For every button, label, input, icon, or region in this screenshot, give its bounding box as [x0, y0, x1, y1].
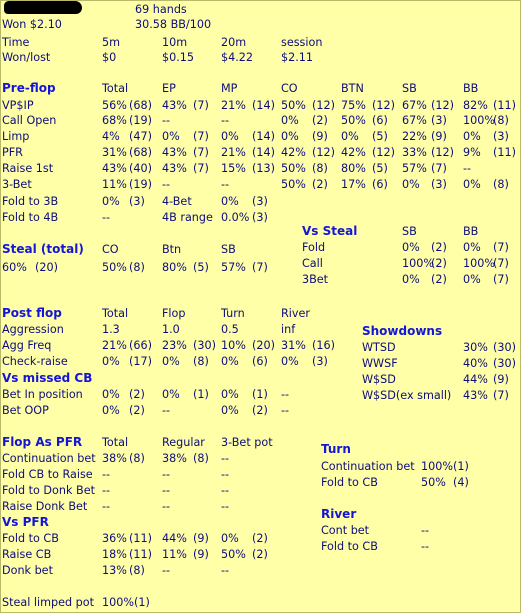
preflop-row-cell: (14): [252, 99, 275, 112]
preflop-row-cell: (68): [129, 146, 152, 159]
preflop-row-cell: (13): [252, 162, 275, 175]
preflop-row-cell: 9%: [463, 146, 481, 159]
showdown-row-cell: 43%: [463, 389, 488, 402]
postflop-row-cell: 0%: [162, 355, 180, 368]
turn-row-cell: Fold to CB: [321, 476, 378, 489]
vs-pfr-row-cell: (9): [193, 532, 209, 545]
vs-steal-row-cell: (7): [493, 257, 509, 270]
showdown-row-cell: (30): [493, 357, 516, 370]
time-header-cell: 20m: [221, 36, 247, 49]
vs-steal-row-cell: 0%: [402, 273, 420, 286]
preflop-row-cell: 43%: [162, 146, 187, 159]
vs-pfr-row-cell: 44%: [162, 532, 187, 545]
missed-cb-row-cell: (2): [252, 404, 268, 417]
fold-to-3bet-cell: 0%: [102, 195, 120, 208]
flop-pfr-row-cell: (8): [129, 452, 145, 465]
postflop-row-cell: (3): [312, 355, 328, 368]
vs-pfr-row-cell: 11%: [162, 548, 187, 561]
turn-row-cell: Continuation bet: [321, 460, 415, 473]
flop-pfr-row-cell: Raise Donk Bet: [2, 500, 88, 513]
preflop-row-cell: (12): [431, 146, 454, 159]
showdown-row-cell: (9): [493, 373, 509, 386]
postflop-row-cell: (8): [193, 355, 209, 368]
postflop-row-cell: 23%: [162, 339, 187, 352]
preflop-col-header-cell: BB: [463, 82, 479, 95]
steal-col-header-cell: SB: [221, 243, 236, 256]
vs-pfr-row-cell: (8): [129, 564, 145, 577]
redacted-player-name: [4, 1, 82, 14]
preflop-row-cell: 31%: [102, 146, 127, 159]
postflop-row-cell: Aggression: [2, 323, 64, 336]
preflop-row-cell: 0%: [463, 178, 481, 191]
preflop-row-cell: (8): [493, 114, 509, 127]
postflop-row-cell: 0%: [281, 355, 299, 368]
vs-missed-cb-title: Vs missed CB: [2, 371, 93, 385]
postflop-row-cell: (6): [252, 355, 268, 368]
vs-steal-title: Vs Steal: [302, 224, 358, 238]
hand-count: 69 hands: [135, 3, 187, 16]
showdown-row-cell: WTSD: [362, 341, 396, 354]
flop-pfr-row-cell: (8): [193, 452, 209, 465]
steal-limped-pot-cell: Steal limped pot: [2, 596, 94, 609]
preflop-row-cell: 0%: [463, 130, 481, 143]
flop-pfr-col-header-cell: Total: [102, 436, 129, 449]
preflop-row-cell: 17%: [341, 178, 366, 191]
vs-pfr-row-cell: 0%: [221, 532, 239, 545]
vs-steal-row-cell: (7): [493, 273, 509, 286]
showdown-row-cell: 30%: [463, 341, 488, 354]
preflop-row-cell: 50%: [281, 178, 306, 191]
preflop-row-cell: (68): [129, 99, 152, 112]
preflop-row-cell: Call Open: [2, 114, 57, 127]
turn-row-cell: (1): [453, 460, 469, 473]
preflop-row-cell: 43%: [162, 99, 187, 112]
won-lost-cell: Won/lost: [2, 51, 51, 64]
showdown-row-cell: 40%: [463, 357, 488, 370]
fold-to-3bet-cell: (3): [252, 195, 268, 208]
time-header-cell: 10m: [162, 36, 188, 49]
vs-steal-row-cell: Fold: [302, 241, 326, 254]
preflop-row-cell: (14): [252, 130, 275, 143]
preflop-row-cell: 68%: [102, 114, 127, 127]
preflop-row-cell: (7): [193, 162, 209, 175]
vs-steal-row-cell: (2): [431, 257, 447, 270]
missed-cb-row-cell: Bet In position: [2, 388, 83, 401]
preflop-row-cell: --: [221, 178, 230, 191]
preflop-row-cell: --: [221, 114, 230, 127]
flop-pfr-row-cell: Continuation bet: [2, 452, 96, 465]
preflop-row-cell: (7): [193, 130, 209, 143]
preflop-row-cell: (19): [129, 114, 152, 127]
postflop-row-cell: 0%: [102, 355, 120, 368]
vs-steal-row-cell: 100%: [402, 257, 434, 270]
missed-cb-row-cell: --: [281, 404, 290, 417]
preflop-row-cell: 21%: [221, 99, 246, 112]
preflop-row-cell: Limp: [2, 130, 30, 143]
missed-cb-row-cell: 0%: [221, 404, 239, 417]
vs-pfr-title: Vs PFR: [2, 515, 49, 529]
postflop-col-header-cell: Flop: [162, 307, 186, 320]
preflop-row-cell: --: [162, 114, 171, 127]
vs-steal-row-cell: 0%: [463, 273, 481, 286]
flop-pfr-row-cell: 38%: [162, 452, 187, 465]
showdown-row-cell: W$SD: [362, 373, 396, 386]
postflop-row-cell: (17): [129, 355, 152, 368]
missed-cb-row-cell: --: [281, 388, 290, 401]
preflop-row-cell: 3-Bet: [2, 178, 32, 191]
preflop-row-cell: PFR: [2, 146, 23, 159]
steal-col-header-cell: CO: [102, 243, 119, 256]
flop-pfr-row-cell: --: [162, 484, 171, 497]
postflop-row-cell: 1.3: [102, 323, 120, 336]
postflop-row-cell: inf: [281, 323, 296, 336]
preflop-col-header-cell: Total: [102, 82, 129, 95]
showdown-row-cell: WWSF: [362, 357, 398, 370]
flop-as-pfr-title: Flop As PFR: [2, 435, 83, 449]
preflop-row-cell: 0%: [281, 114, 299, 127]
turn-title: Turn: [321, 442, 351, 456]
preflop-row-cell: (12): [372, 146, 395, 159]
preflop-row-cell: (2): [312, 114, 328, 127]
preflop-row-cell: --: [162, 178, 171, 191]
steal-values-cell: (5): [193, 261, 209, 274]
postflop-col-header-cell: River: [281, 307, 310, 320]
preflop-row-cell: (40): [129, 162, 152, 175]
preflop-row-cell: (8): [493, 178, 509, 191]
flop-pfr-row-cell: --: [221, 452, 230, 465]
missed-cb-row-cell: Bet OOP: [2, 404, 49, 417]
preflop-col-header-cell: MP: [221, 82, 238, 95]
flop-pfr-row-cell: --: [221, 468, 230, 481]
preflop-row-cell: 56%: [102, 99, 127, 112]
flop-pfr-row-cell: --: [102, 500, 111, 513]
preflop-row-cell: (12): [312, 99, 335, 112]
won-lost-cell: $4.22: [221, 51, 254, 64]
fold-to-3bet-cell: 4-Bet: [162, 195, 192, 208]
vs-pfr-row-cell: (2): [252, 548, 268, 561]
missed-cb-row-cell: (2): [129, 388, 145, 401]
preflop-row-cell: 82%: [463, 99, 488, 112]
showdown-row-cell: 44%: [463, 373, 488, 386]
river-row-cell: --: [421, 540, 430, 553]
preflop-row-cell: (47): [129, 130, 152, 143]
preflop-row-cell: 43%: [162, 162, 187, 175]
postflop-row-cell: Agg Freq: [2, 339, 52, 352]
steal-col-header-cell: Btn: [162, 243, 182, 256]
preflop-title: Pre-flop: [2, 81, 56, 95]
fold-to-3bet-cell: (3): [129, 195, 145, 208]
flop-pfr-col-header-cell: 3-Bet pot: [221, 436, 273, 449]
preflop-row-cell: (12): [312, 146, 335, 159]
preflop-row-cell: (11): [493, 146, 516, 159]
preflop-row-cell: 50%: [281, 162, 306, 175]
preflop-row-cell: 4%: [102, 130, 120, 143]
steal-total-title: Steal (total): [2, 242, 84, 256]
preflop-row-cell: 22%: [402, 130, 427, 143]
flop-pfr-row-cell: --: [102, 468, 111, 481]
vs-steal-row-cell: Call: [302, 257, 323, 270]
steal-values-cell: 50%: [102, 261, 127, 274]
vs-steal-row-cell: 100%: [463, 257, 495, 270]
postflop-row-cell: 1.0: [162, 323, 180, 336]
preflop-row-cell: (14): [252, 146, 275, 159]
postflop-col-header-cell: Turn: [221, 307, 245, 320]
preflop-row-cell: (3): [493, 130, 509, 143]
flop-pfr-row-cell: --: [221, 484, 230, 497]
vs-pfr-row-cell: Donk bet: [2, 564, 53, 577]
preflop-row-cell: (5): [372, 130, 388, 143]
fold-to-3bet-cell: 0%: [221, 195, 239, 208]
postflop-row-cell: Check-raise: [2, 355, 68, 368]
preflop-row-cell: --: [463, 162, 472, 175]
turn-row-cell: 100%: [421, 460, 453, 473]
vs-pfr-row-cell: (9): [193, 548, 209, 561]
preflop-row-cell: (2): [312, 178, 328, 191]
preflop-row-cell: 67%: [402, 114, 427, 127]
vs-steal-row-cell: (2): [431, 241, 447, 254]
vs-pfr-row-cell: --: [221, 564, 230, 577]
time-header-cell: session: [281, 36, 323, 49]
vs-pfr-row-cell: Raise CB: [2, 548, 52, 561]
preflop-row-cell: 0%: [221, 130, 239, 143]
preflop-row-cell: (7): [193, 99, 209, 112]
missed-cb-row-cell: (1): [193, 388, 209, 401]
preflop-row-cell: (19): [129, 178, 152, 191]
won-lost-cell: $0: [102, 51, 117, 64]
steal-values-cell: 57%: [221, 261, 246, 274]
vs-steal-row-cell: (7): [493, 241, 509, 254]
showdowns-title: Showdowns: [362, 324, 443, 338]
steal-values-cell: (8): [129, 261, 145, 274]
preflop-col-header-cell: CO: [281, 82, 298, 95]
won-lost-cell: $2.11: [281, 51, 314, 64]
preflop-row-cell: (7): [431, 162, 447, 175]
preflop-row-cell: 75%: [341, 99, 366, 112]
postflop-row-cell: (20): [252, 339, 275, 352]
preflop-row-cell: 15%: [221, 162, 246, 175]
missed-cb-row-cell: (1): [252, 388, 268, 401]
postflop-title: Post flop: [2, 306, 62, 320]
missed-cb-row-cell: (2): [129, 404, 145, 417]
won-amount: Won $2.10: [2, 18, 62, 31]
fold-to-3bet-cell: Fold to 3B: [2, 195, 59, 208]
postflop-row-cell: 0.5: [221, 323, 239, 336]
river-row-cell: Cont bet: [321, 524, 370, 537]
preflop-row-cell: (8): [312, 162, 328, 175]
river-title: River: [321, 507, 357, 521]
preflop-row-cell: 100%: [463, 114, 495, 127]
flop-pfr-row-cell: --: [102, 484, 111, 497]
turn-row-cell: 50%: [421, 476, 446, 489]
showdown-row-cell: (30): [493, 341, 516, 354]
preflop-row-cell: 0%: [402, 178, 420, 191]
steal-values-cell: (7): [252, 261, 268, 274]
vs-steal-col-header-cell: BB: [463, 225, 479, 238]
preflop-row-cell: Raise 1st: [2, 162, 54, 175]
flop-pfr-col-header-cell: Regular: [162, 436, 205, 449]
vs-pfr-row-cell: 50%: [221, 548, 246, 561]
preflop-row-cell: (5): [372, 162, 388, 175]
steal-limped-pot-cell: 100%(1): [102, 596, 150, 609]
missed-cb-row-cell: 0%: [102, 388, 120, 401]
postflop-row-cell: (66): [129, 339, 152, 352]
fold-to-4bet-cell: --: [102, 211, 111, 224]
vs-pfr-row-cell: (2): [252, 532, 268, 545]
vs-pfr-row-cell: (11): [129, 532, 152, 545]
preflop-col-header-cell: EP: [162, 82, 176, 95]
postflop-col-header-cell: Total: [102, 307, 129, 320]
flop-pfr-row-cell: --: [221, 500, 230, 513]
flop-pfr-row-cell: Fold to Donk Bet: [2, 484, 95, 497]
vs-pfr-row-cell: --: [162, 564, 171, 577]
flop-pfr-row-cell: --: [162, 468, 171, 481]
flop-pfr-row-cell: 38%: [102, 452, 127, 465]
preflop-row-cell: 33%: [402, 146, 427, 159]
preflop-row-cell: (12): [431, 99, 454, 112]
preflop-row-cell: 80%: [341, 162, 366, 175]
preflop-row-cell: (7): [193, 146, 209, 159]
river-row-cell: --: [421, 524, 430, 537]
vs-pfr-row-cell: 18%: [102, 548, 127, 561]
preflop-row-cell: (12): [372, 99, 395, 112]
vs-steal-row-cell: 3Bet: [302, 273, 329, 286]
postflop-row-cell: 21%: [102, 339, 127, 352]
preflop-row-cell: 42%: [281, 146, 306, 159]
preflop-row-cell: (3): [431, 114, 447, 127]
preflop-row-cell: (6): [372, 178, 388, 191]
won-lost-cell: $0.15: [162, 51, 195, 64]
flop-pfr-row-cell: Fold CB to Raise: [2, 468, 93, 481]
preflop-row-cell: 0%: [341, 130, 359, 143]
missed-cb-row-cell: 0%: [102, 404, 120, 417]
fold-to-4bet-cell: Fold to 4B: [2, 211, 59, 224]
preflop-row-cell: 67%: [402, 99, 427, 112]
postflop-row-cell: 0%: [221, 355, 239, 368]
vs-steal-col-header-cell: SB: [402, 225, 417, 238]
preflop-row-cell: (9): [431, 130, 447, 143]
vs-steal-row-cell: 0%: [402, 241, 420, 254]
turn-row-cell: (4): [453, 476, 469, 489]
preflop-row-cell: 57%: [402, 162, 427, 175]
preflop-col-header-cell: SB: [402, 82, 417, 95]
time-header-cell: 5m: [102, 36, 121, 49]
vs-steal-row-cell: 0%: [463, 241, 481, 254]
vs-pfr-row-cell: Fold to CB: [2, 532, 59, 545]
missed-cb-row-cell: 0%: [162, 388, 180, 401]
fold-to-4bet-cell: 0.0%: [221, 211, 250, 224]
preflop-row-cell: 0%: [162, 130, 180, 143]
showdown-row-cell: W$SD(ex small): [362, 389, 452, 402]
vs-steal-row-cell: (2): [431, 273, 447, 286]
preflop-row-cell: 0%: [281, 130, 299, 143]
fold-to-4bet-cell: 4B range: [162, 211, 213, 224]
flop-pfr-row-cell: --: [162, 500, 171, 513]
river-row-cell: Fold to CB: [321, 540, 378, 553]
postflop-row-cell: 10%: [221, 339, 246, 352]
bb-per-100: 30.58 BB/100: [135, 18, 212, 31]
missed-cb-row-cell: --: [162, 404, 171, 417]
preflop-col-header-cell: BTN: [341, 82, 364, 95]
preflop-row-cell: (11): [493, 99, 516, 112]
steal-values-cell: (20): [35, 261, 58, 274]
postflop-row-cell: (30): [193, 339, 216, 352]
postflop-row-cell: (16): [312, 339, 335, 352]
showdown-row-cell: (7): [493, 389, 509, 402]
preflop-row-cell: 50%: [281, 99, 306, 112]
missed-cb-row-cell: 0%: [221, 388, 239, 401]
preflop-row-cell: (9): [312, 130, 328, 143]
vs-pfr-row-cell: (11): [129, 548, 152, 561]
steal-values-cell: 80%: [162, 261, 187, 274]
steal-values-cell: 60%: [2, 261, 27, 274]
preflop-row-cell: VP$IP: [2, 99, 34, 112]
preflop-row-cell: 11%: [102, 178, 127, 191]
time-header-cell: Time: [2, 36, 30, 49]
preflop-row-cell: (6): [372, 114, 388, 127]
postflop-row-cell: 31%: [281, 339, 306, 352]
preflop-row-cell: 43%: [102, 162, 127, 175]
vs-pfr-row-cell: 36%: [102, 532, 127, 545]
preflop-row-cell: 50%: [341, 114, 366, 127]
vs-pfr-row-cell: 13%: [102, 564, 127, 577]
preflop-row-cell: (3): [431, 178, 447, 191]
preflop-row-cell: 21%: [221, 146, 246, 159]
fold-to-4bet-cell: (3): [252, 211, 268, 224]
preflop-row-cell: 42%: [341, 146, 366, 159]
